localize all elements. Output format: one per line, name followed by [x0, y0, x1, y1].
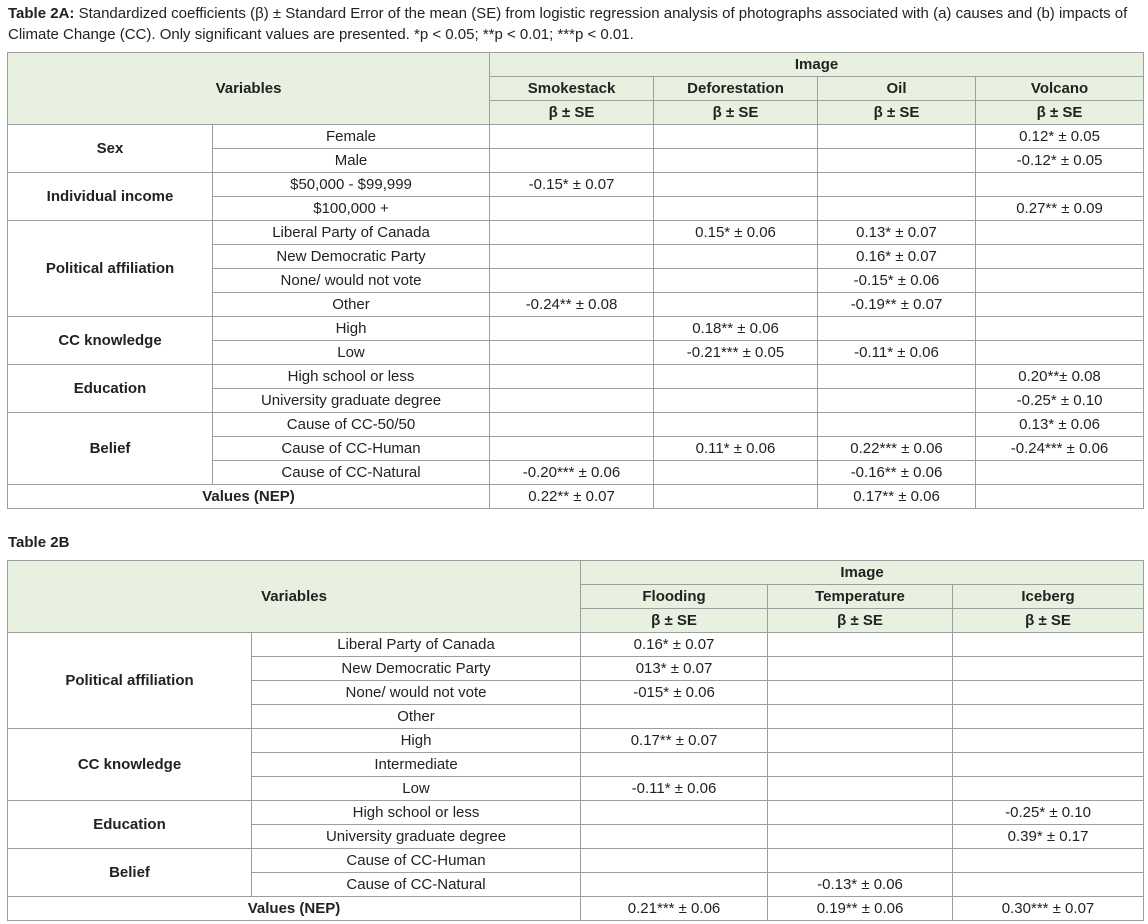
header-row: [8, 561, 1144, 585]
value-cell: [490, 269, 654, 293]
value-cell: -0.24*** ± 0.06: [976, 437, 1144, 461]
value-cell: 0.11* ± 0.06: [654, 437, 818, 461]
value-cell: 0.16* ± 0.07: [818, 245, 976, 269]
row-label: Low: [213, 341, 490, 365]
row-label: Cause of CC-Human: [252, 849, 581, 873]
value-cell: [768, 633, 953, 657]
value-cell: [818, 149, 976, 173]
value-cell: [976, 293, 1144, 317]
value-cell: 0.13* ± 0.07: [818, 221, 976, 245]
group-label: Political affiliation: [8, 633, 252, 729]
value-cell: [581, 849, 768, 873]
value-cell: -0.25* ± 0.10: [953, 801, 1144, 825]
value-cell: [953, 729, 1144, 753]
row-label: Low: [252, 777, 581, 801]
stat-header: β ± SE: [654, 101, 818, 125]
group-label: CC knowledge: [8, 317, 213, 365]
table-caption: [8, 3, 1143, 45]
group-label: Political affiliation: [8, 221, 213, 317]
value-cell: [976, 341, 1144, 365]
variables-header: Variables: [8, 561, 581, 633]
value-cell: 013* ± 0.07: [581, 657, 768, 681]
value-cell: -0.19** ± 0.07: [818, 293, 976, 317]
table-row: [8, 365, 1144, 389]
footer-row: [8, 485, 1144, 509]
table-row: [8, 221, 1144, 245]
column-header: Smokestack: [490, 77, 654, 101]
row-label: University graduate degree: [213, 389, 490, 413]
value-cell: -0.15* ± 0.07: [490, 173, 654, 197]
value-cell: 0.19** ± 0.06: [768, 897, 953, 921]
row-label: High school or less: [252, 801, 581, 825]
value-cell: [654, 389, 818, 413]
value-cell: [818, 389, 976, 413]
row-label: Cause of CC-Human: [213, 437, 490, 461]
value-cell: [654, 413, 818, 437]
table-row: [8, 125, 1144, 149]
image-header: Image: [581, 561, 1144, 585]
row-label: Other: [252, 705, 581, 729]
value-cell: [768, 705, 953, 729]
value-cell: [953, 657, 1144, 681]
value-cell: [768, 825, 953, 849]
value-cell: [953, 849, 1144, 873]
value-cell: [654, 173, 818, 197]
value-cell: [976, 317, 1144, 341]
value-cell: -0.13* ± 0.06: [768, 873, 953, 897]
value-cell: -0.24** ± 0.08: [490, 293, 654, 317]
row-label: New Democratic Party: [252, 657, 581, 681]
value-cell: [976, 173, 1144, 197]
value-cell: [768, 729, 953, 753]
column-header: Flooding: [581, 585, 768, 609]
stat-header: β ± SE: [976, 101, 1144, 125]
value-cell: [490, 149, 654, 173]
value-cell: [654, 245, 818, 269]
value-cell: 0.27** ± 0.09: [976, 197, 1144, 221]
value-cell: [581, 873, 768, 897]
value-cell: [654, 149, 818, 173]
row-label: Liberal Party of Canada: [213, 221, 490, 245]
column-header: Iceberg: [953, 585, 1144, 609]
value-cell: 0.17** ± 0.07: [581, 729, 768, 753]
value-cell: -0.15* ± 0.06: [818, 269, 976, 293]
value-cell: 0.22** ± 0.07: [490, 485, 654, 509]
value-cell: [953, 633, 1144, 657]
value-cell: [490, 389, 654, 413]
group-label: Belief: [8, 849, 252, 897]
group-label: Belief: [8, 413, 213, 485]
row-label: New Democratic Party: [213, 245, 490, 269]
table-row: [8, 173, 1144, 197]
row-label: High school or less: [213, 365, 490, 389]
image-header: Image: [490, 53, 1144, 77]
value-cell: 0.20**± 0.08: [976, 365, 1144, 389]
footer-label: Values (NEP): [8, 897, 581, 921]
value-cell: -0.11* ± 0.06: [818, 341, 976, 365]
value-cell: [768, 801, 953, 825]
value-cell: [953, 753, 1144, 777]
value-cell: 0.12* ± 0.05: [976, 125, 1144, 149]
table-2b-title: Table 2B: [8, 534, 70, 551]
value-cell: 0.21*** ± 0.06: [581, 897, 768, 921]
stat-header: β ± SE: [581, 609, 768, 633]
value-cell: [490, 341, 654, 365]
value-cell: [818, 413, 976, 437]
table-2b-body: [8, 561, 1144, 921]
value-cell: [490, 437, 654, 461]
value-cell: [654, 269, 818, 293]
row-label: None/ would not vote: [252, 681, 581, 705]
table-row: [8, 849, 1144, 873]
value-cell: 0.17** ± 0.06: [818, 485, 976, 509]
stat-header: β ± SE: [953, 609, 1144, 633]
value-cell: [490, 245, 654, 269]
value-cell: [818, 365, 976, 389]
value-cell: [654, 365, 818, 389]
value-cell: -0.20*** ± 0.06: [490, 461, 654, 485]
stat-header: β ± SE: [768, 609, 953, 633]
value-cell: -015* ± 0.06: [581, 681, 768, 705]
value-cell: [581, 705, 768, 729]
value-cell: [976, 221, 1144, 245]
value-cell: [654, 293, 818, 317]
value-cell: -0.11* ± 0.06: [581, 777, 768, 801]
row-label: High: [252, 729, 581, 753]
value-cell: [953, 681, 1144, 705]
value-cell: [490, 317, 654, 341]
group-label: Individual income: [8, 173, 213, 221]
row-label: Intermediate: [252, 753, 581, 777]
row-label: $100,000 +: [213, 197, 490, 221]
value-cell: 0.30*** ± 0.07: [953, 897, 1144, 921]
row-label: $50,000 - $99,999: [213, 173, 490, 197]
table-2a-body: [8, 53, 1144, 509]
row-label: Female: [213, 125, 490, 149]
value-cell: [768, 681, 953, 705]
value-cell: 0.22*** ± 0.06: [818, 437, 976, 461]
value-cell: [490, 413, 654, 437]
value-cell: [768, 753, 953, 777]
value-cell: [976, 245, 1144, 269]
value-cell: [818, 125, 976, 149]
value-cell: [818, 317, 976, 341]
table-row: [8, 317, 1144, 341]
value-cell: [654, 197, 818, 221]
column-header: Deforestation: [654, 77, 818, 101]
row-label: High: [213, 317, 490, 341]
value-cell: [581, 825, 768, 849]
value-cell: [768, 657, 953, 681]
value-cell: 0.15* ± 0.06: [654, 221, 818, 245]
value-cell: [490, 365, 654, 389]
group-label: Education: [8, 365, 213, 413]
value-cell: [768, 849, 953, 873]
value-cell: [953, 705, 1144, 729]
row-label: Male: [213, 149, 490, 173]
variables-header: Variables: [8, 53, 490, 125]
column-header: Temperature: [768, 585, 953, 609]
row-label: University graduate degree: [252, 825, 581, 849]
value-cell: 0.16* ± 0.07: [581, 633, 768, 657]
value-cell: [953, 777, 1144, 801]
row-label: Other: [213, 293, 490, 317]
value-cell: [490, 197, 654, 221]
value-cell: [490, 125, 654, 149]
group-label: Sex: [8, 125, 213, 173]
value-cell: [654, 485, 818, 509]
value-cell: [976, 269, 1144, 293]
group-label: CC knowledge: [8, 729, 252, 801]
row-label: Cause of CC-Natural: [252, 873, 581, 897]
row-label: Cause of CC-50/50: [213, 413, 490, 437]
value-cell: [581, 801, 768, 825]
value-cell: [768, 777, 953, 801]
value-cell: [953, 873, 1144, 897]
column-header: Volcano: [976, 77, 1144, 101]
value-cell: [976, 461, 1144, 485]
caption-text: Standardized coefficients (β) ± Standard Error of the mean (SE) from logistic regression analysis of photographs associated with (a) causes and (b) impacts of Climate Change (CC). Only significant values are presented. *p < 0.05; **p < 0.01; ***p < 0.01.: [8, 5, 1128, 43]
value-cell: [818, 173, 976, 197]
value-cell: -0.21*** ± 0.05: [654, 341, 818, 365]
value-cell: 0.18** ± 0.06: [654, 317, 818, 341]
table-2a: [7, 52, 1144, 509]
table-2b: [7, 560, 1144, 921]
value-cell: [976, 485, 1144, 509]
table-row: [8, 801, 1144, 825]
stat-header: β ± SE: [490, 101, 654, 125]
value-cell: -0.12* ± 0.05: [976, 149, 1144, 173]
value-cell: [654, 125, 818, 149]
stat-header: β ± SE: [818, 101, 976, 125]
table-row: [8, 413, 1144, 437]
table-row: [8, 633, 1144, 657]
footer-label: Values (NEP): [8, 485, 490, 509]
value-cell: [654, 461, 818, 485]
column-header: Oil: [818, 77, 976, 101]
group-label: Education: [8, 801, 252, 849]
header-row: [8, 53, 1144, 77]
value-cell: [490, 221, 654, 245]
row-label: Liberal Party of Canada: [252, 633, 581, 657]
footer-row: [8, 897, 1144, 921]
row-label: None/ would not vote: [213, 269, 490, 293]
value-cell: 0.13* ± 0.06: [976, 413, 1144, 437]
value-cell: -0.16** ± 0.06: [818, 461, 976, 485]
value-cell: [818, 197, 976, 221]
value-cell: 0.39* ± 0.17: [953, 825, 1144, 849]
table-row: [8, 729, 1144, 753]
caption-label: Table 2A:: [8, 5, 75, 22]
value-cell: [581, 753, 768, 777]
row-label: Cause of CC-Natural: [213, 461, 490, 485]
value-cell: -0.25* ± 0.10: [976, 389, 1144, 413]
